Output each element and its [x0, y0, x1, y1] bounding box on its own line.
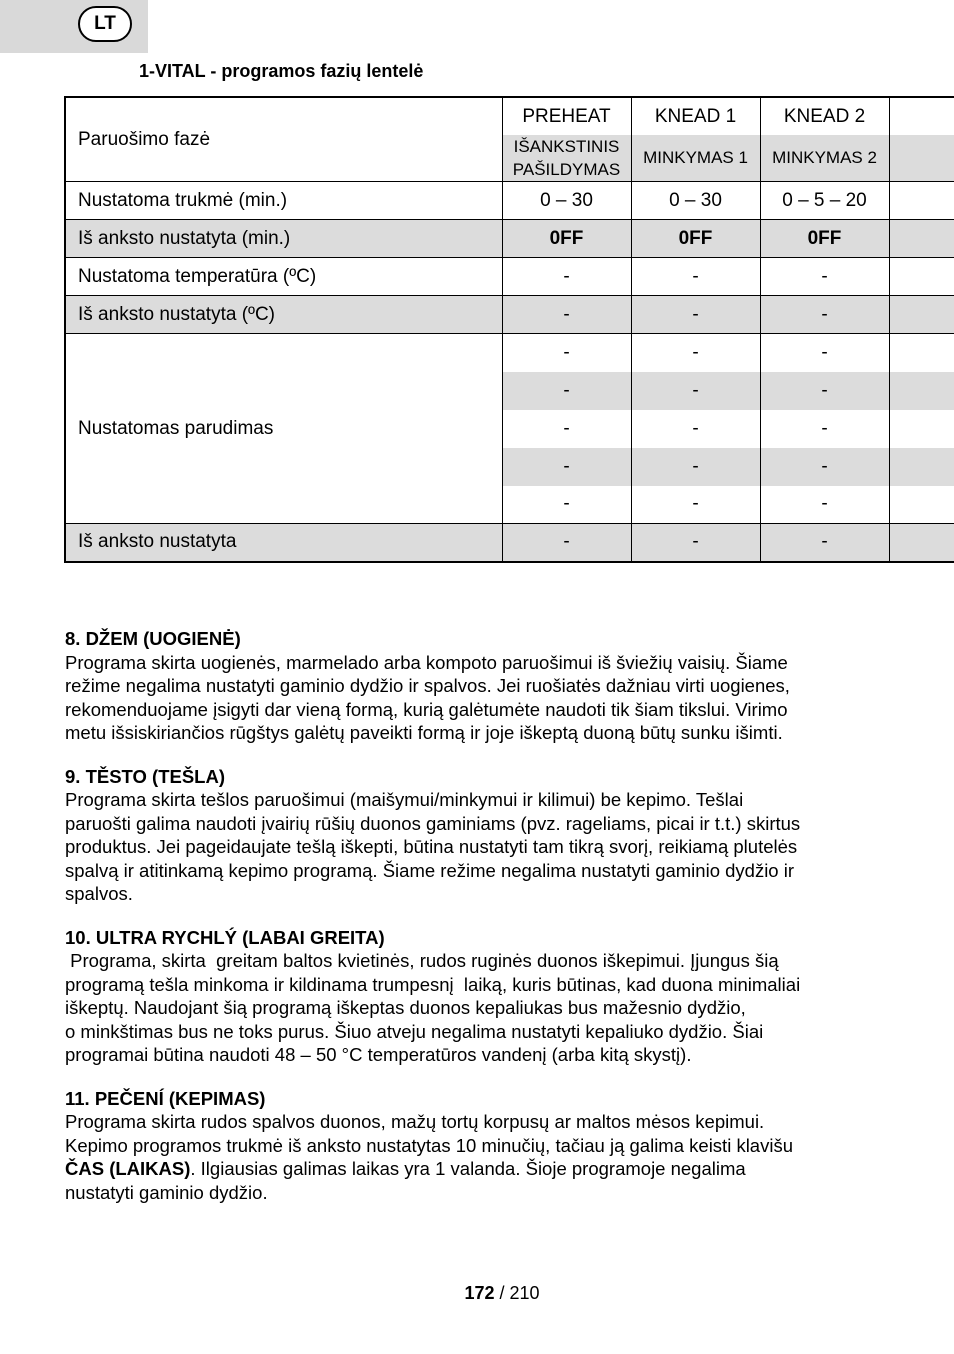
cell-value: - [631, 448, 760, 486]
table-title: 1-VITAL - programos fazių lentelė [139, 61, 424, 81]
section-body-dough [65, 788, 895, 906]
language-tab [0, 0, 148, 53]
section-heading-jam: 8. DŽEM (UOGIENĖ) [65, 628, 241, 649]
cell-value: 0FF [631, 220, 760, 258]
cell-value: - [502, 334, 631, 372]
row-label: Iš anksto nustatyta (min.) [65, 220, 502, 258]
cell-empty [889, 410, 954, 448]
body-line: . Ilgiausias galimas laikas yra 1 valanda. Šioje programoje negalima [190, 1158, 746, 1179]
cell-empty [889, 334, 954, 372]
cell-value: 0FF [502, 220, 631, 258]
cell-value: - [631, 372, 760, 410]
cell-empty [889, 486, 954, 524]
section-heading-dough: 9. TĚSTO (TEŠLA) [65, 765, 226, 787]
row-browning-1 [65, 334, 954, 372]
cell-value: 0 – 30 [631, 182, 760, 220]
row-label: Nustatomas parudimas [65, 334, 502, 524]
body-line: spalvą ir atitinkamą kepimo programą. Šiame režime negalima nustatyti gaminio dydžio ir [65, 859, 795, 881]
column-subheader-knead2: MINKYMAS 2 [760, 135, 889, 182]
body-line: režime negalima nustatyti gaminio dydžio ir spalvos. Jei ruošiatės dažniau virti uogienes, [65, 675, 790, 696]
cell-value: - [502, 448, 631, 486]
body-line: programą tešla minkoma ir kildinama trumpesnį laiką, kuris būtinas, kad duona minimaliai [65, 973, 801, 995]
page-total: 210 [509, 1283, 540, 1303]
row-label: Iš anksto nustatyta (ºC) [65, 296, 502, 334]
cell-value: - [502, 486, 631, 524]
section-body-ultra-fast [65, 949, 895, 1067]
body-line: Programa skirta rudos spalvos duonos, mažų tortų korpusų ar maltos mėsos kepimui. [65, 1111, 765, 1132]
column-subheader-knead1: MINKYMAS 1 [631, 135, 760, 182]
cell-value: - [502, 524, 631, 562]
cell-value: - [631, 296, 760, 334]
cell-empty [889, 258, 954, 296]
body-line: rekomenduojame įsigyti dar vieną formą, kurią galėtumėte naudoti tik šiam tikslui. Virimo [65, 698, 788, 720]
cell-value: - [631, 258, 760, 296]
cell-value: 0 – 5 – 20 [760, 182, 889, 220]
section-body-baking [65, 1110, 895, 1204]
section-body-jam [65, 651, 895, 745]
column-header-preheat: PREHEAT [502, 97, 631, 135]
row-preset-duration [65, 220, 954, 258]
column-subheader-empty [889, 135, 954, 182]
body-line: Kepimo programos trukmė iš anksto nustatytas 10 minučių, tačiau ją galima keisti klavišu [65, 1134, 793, 1156]
body-line: spalvos. [65, 883, 133, 904]
cell-value: - [760, 258, 889, 296]
cell-value: - [631, 524, 760, 562]
language-badge: LT [78, 6, 132, 42]
time-key-name: ČAS (LAIKAS) [65, 1158, 191, 1179]
program-descriptions [65, 627, 895, 1224]
section-heading-baking: 11. PEČENÍ (KEPIMAS) [65, 1087, 266, 1109]
column-header-knead2: KNEAD 2 [760, 97, 889, 135]
cell-value: - [502, 372, 631, 410]
column-subheader-preheat [502, 135, 631, 182]
row-label: Nustatoma trukmė (min.) [65, 182, 502, 220]
column-header-empty [889, 97, 954, 135]
cell-value: - [760, 410, 889, 448]
cell-value: - [502, 258, 631, 296]
cell-empty [889, 296, 954, 334]
cell-empty [889, 448, 954, 486]
cell-empty [889, 182, 954, 220]
cell-value: - [760, 334, 889, 372]
cell-value: - [760, 524, 889, 562]
body-line: paruošti galima naudoti įvairių rūšių duonos gaminiams (pvz. rageliams, picai ir t.t.) skirtus [65, 812, 801, 834]
row-label: Iš anksto nustatyta [65, 524, 502, 562]
table-header-row [65, 97, 954, 135]
page-separator: / [494, 1283, 510, 1303]
cell-value: - [631, 334, 760, 372]
cell-value: - [760, 486, 889, 524]
preheat-lt-line2: PAŠILDYMAS [512, 160, 621, 179]
program-phase-table [64, 96, 954, 563]
cell-value: 0 – 30 [502, 182, 631, 220]
cell-value: - [760, 296, 889, 334]
body-line: Programa skirta uogienės, marmelado arba kompoto paruošimui iš šviežių vaisių. Šiame [65, 651, 788, 673]
cell-empty [889, 372, 954, 410]
phase-label: Paruošimo fazė [65, 97, 502, 182]
body-line: nustatyti gaminio dydžio. [65, 1181, 268, 1203]
cell-value: - [631, 486, 760, 524]
column-header-knead1: KNEAD 1 [631, 97, 760, 135]
cell-value: - [502, 296, 631, 334]
row-preset [65, 524, 954, 562]
cell-value: - [502, 410, 631, 448]
cell-value: 0FF [760, 220, 889, 258]
cell-empty [889, 220, 954, 258]
row-duration [65, 182, 954, 220]
row-preset-temperature [65, 296, 954, 334]
body-line: metu išsiskiriančios rūgštys galėtų paveikti formą ir joje iškeptą duoną būtų sunku išimti. [65, 722, 783, 743]
cell-value: - [760, 448, 889, 486]
page-number [0, 1283, 954, 1304]
body-line: Programa, skirta greitam baltos kvietinės, rudos ruginės duonos iškepimui. Įjungus šią [65, 950, 779, 971]
body-line: iškeptų. Naudojant šią programą iškeptas duonos kepaliukas bus mažesnio dydžio, [65, 997, 746, 1018]
row-temperature [65, 258, 954, 296]
body-line: produktus. Jei pageidaujate tešlą iškepti, būtina nustatyti tam tikrą svorį, reikiamą plutelės [65, 836, 798, 857]
cell-value: - [760, 372, 889, 410]
body-line: Programa skirta tešlos paruošimui (maišymui/minkymui ir kilimui) be kepimo. Tešlai [65, 789, 744, 810]
cell-value: - [631, 410, 760, 448]
section-heading-ultra-fast: 10. ULTRA RYCHLÝ (LABAI GREITA) [65, 926, 385, 948]
cell-empty [889, 524, 954, 562]
preheat-lt-line1: IŠANKSTINIS [513, 137, 620, 156]
body-line: programai būtina naudoti 48 – 50 °C temperatūros vandenį (arba kitą skystį). [65, 1044, 692, 1065]
row-label: Nustatoma temperatūra (ºC) [65, 258, 502, 296]
body-line: o minkštimas bus ne toks purus. Šiuo atveju negalima nustatyti kepaliuko dydžio. Šiai [65, 1020, 764, 1042]
page-current: 172 [464, 1283, 495, 1303]
